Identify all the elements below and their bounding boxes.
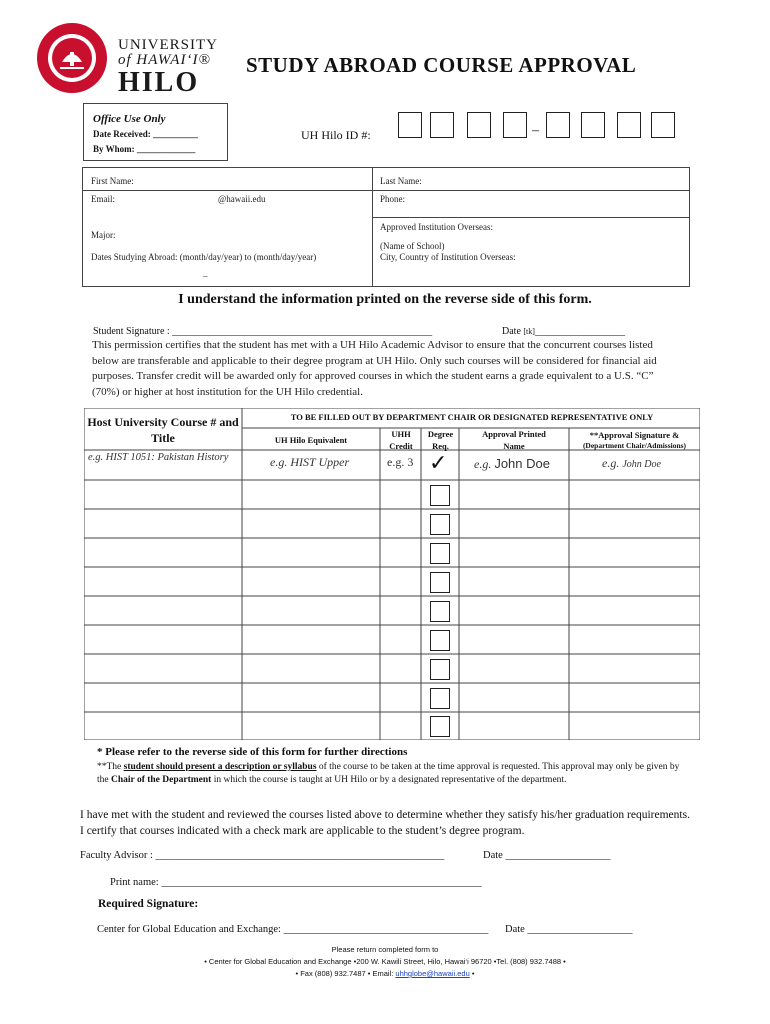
email-domain: @hawaii.edu	[218, 194, 266, 204]
footnote-text: in which the course is taught at UH Hilo or by a designated representative of the department.	[211, 775, 567, 785]
student-info-table	[82, 167, 690, 287]
degree-req-checkbox[interactable]	[430, 630, 450, 651]
university-line3: HILO	[118, 67, 200, 98]
first-name-field[interactable]: First Name:	[91, 176, 134, 186]
return-line3	[0, 969, 770, 978]
cge-signature-field[interactable]: Center for Global Education and Exchange: _______________________________________	[97, 924, 489, 935]
faculty-advisor-field[interactable]: Faculty Advisor : _______________________________________________________	[80, 850, 445, 861]
print-name-field[interactable]: Print name: _____________________________________________________________	[110, 877, 482, 888]
understand-statement: I understand the information printed on the reverse side of this form.	[178, 292, 592, 307]
degree-req-checkbox[interactable]	[430, 716, 450, 737]
uh-id-digit-box[interactable]	[398, 112, 422, 138]
office-use-heading: Office Use Only	[93, 113, 166, 125]
divider	[372, 217, 689, 218]
printed-name-header: Approval Printed Name	[482, 429, 546, 451]
cge-date-field[interactable]: Date ____________________	[505, 924, 633, 935]
university-wordmark	[118, 38, 218, 98]
uh-id-separator: –	[532, 123, 539, 138]
course-table	[84, 408, 700, 740]
uh-id-label: UH Hilo ID #:	[301, 128, 371, 142]
approved-institution-field[interactable]: Approved Institution Overseas:	[380, 222, 493, 232]
degree-req-checkbox[interactable]	[430, 659, 450, 680]
faculty-date-field[interactable]: Date ____________________	[483, 850, 611, 861]
example-printed-value: John Doe	[494, 456, 550, 471]
divider	[83, 190, 689, 191]
phone-field[interactable]: Phone:	[380, 194, 406, 204]
example-equivalent: e.g. HIST Upper	[270, 455, 350, 469]
uhh-credit-header: UHH Credit	[389, 429, 413, 451]
example-host-course: e.g. HIST 1051: Pakistan History	[88, 452, 229, 463]
email-field[interactable]: Email:	[91, 194, 115, 204]
uh-id-digit-box[interactable]	[503, 112, 527, 138]
return-line2: • Center for Global Education and Exchange •200 W. Kawili Street, Hilo, Hawai‘i 96720 •Tel. (808) 932.7488 •	[204, 957, 566, 966]
email-link[interactable]: uhhglobe@hawaii.edu	[395, 969, 470, 978]
reverse-side-note: * Please refer to the reverse side of this form for further directions	[97, 746, 408, 758]
example-credit: e.g. 3	[387, 455, 414, 469]
footnote-emphasis: Chair of the Department	[110, 775, 212, 785]
last-name-field[interactable]: Last Name:	[380, 176, 422, 186]
footnote-text: **The	[97, 762, 124, 772]
degree-req-checkbox[interactable]	[430, 572, 450, 593]
uh-id-digit-box[interactable]	[651, 112, 675, 138]
uh-id-digit-box[interactable]	[546, 112, 570, 138]
divider	[372, 168, 373, 286]
student-date-field[interactable]	[502, 326, 625, 337]
dates-separator: –	[203, 271, 208, 281]
approval-footnote	[97, 761, 687, 787]
major-field[interactable]: Major:	[91, 230, 116, 240]
city-country-field[interactable]: City, Country of Institution Overseas:	[380, 252, 516, 262]
degree-req-header: Degree Req.	[427, 429, 454, 451]
degree-req-checkbox[interactable]	[430, 485, 450, 506]
checkmark-icon: ✓	[429, 450, 448, 475]
degree-req-checkbox[interactable]	[430, 601, 450, 622]
degree-req-checkbox[interactable]	[430, 514, 450, 535]
university-line2: of HAWAI‘I®	[118, 52, 211, 68]
approval-signature-subheader: (Department Chair/Admissions)	[582, 441, 687, 450]
dept-only-header: TO BE FILLED OUT BY DEPARTMENT CHAIR OR DESIGNATED REPRESENTATIVE ONLY	[290, 412, 654, 422]
dates-abroad-field[interactable]: Dates Studying Abroad: (month/day/year) to (month/day/year)	[91, 252, 317, 262]
uh-id-digit-box[interactable]	[430, 112, 454, 138]
footnote-emphasis: student should present a description or syllabus	[123, 762, 317, 772]
uh-equivalent-header: UH Hilo Equivalent	[274, 435, 348, 445]
office-use-box	[83, 103, 228, 161]
footnote-text: of the course to be taken at the time approval is requested. This approval may only be given by the	[97, 762, 680, 785]
uh-id-digit-box[interactable]	[617, 112, 641, 138]
university-line1: UNIVERSITY	[118, 37, 218, 53]
return-fax: • Fax (808) 932.7487 • Email:	[295, 969, 396, 978]
form-title: STUDY ABROAD COURSE APPROVAL	[246, 53, 637, 77]
date-received-field[interactable]: Date Received: __________	[93, 129, 198, 139]
example-printed-prefix: e.g.	[474, 457, 492, 471]
student-signature-field[interactable]: Student Signature : ____________________________________________________	[93, 326, 433, 337]
degree-req-checkbox[interactable]	[430, 543, 450, 564]
university-seal	[36, 22, 108, 94]
example-signature	[602, 456, 661, 471]
date-line: __________________	[534, 326, 625, 337]
approval-signature-header: **Approval Signature &	[589, 430, 680, 440]
name-of-school-label: (Name of School)	[380, 241, 445, 251]
by-whom-field[interactable]: By Whom: _____________	[93, 144, 196, 154]
example-signature-prefix: e.g.	[602, 456, 620, 470]
required-signature-heading: Required Signature:	[98, 898, 199, 910]
return-line1: Please return completed form to	[331, 945, 439, 954]
uh-id-digit-box[interactable]	[467, 112, 491, 138]
host-course-header: Host University Course # and Title	[87, 415, 239, 445]
degree-req-checkbox[interactable]	[430, 688, 450, 709]
certification-text: I have met with the student and reviewed the courses listed above to determine whether they satisfy his/her graduation requirements. I certify that courses indicated with a check mark are applicable to the student’s degree program.	[80, 809, 690, 837]
permission-text: This permission certifies that the student has met with a UH Hilo Academic Advisor to ensure that the concurrent courses listed below are transferable and applicable to their degree program at UH Hilo. Only such courses will be considered for financial aid purposes. Transfer credit will be awarded only for approved courses in which the student earns a grade equivalent to a U.S. “C” (70%) or higher at host institution for the UH Hilo credential.	[92, 339, 657, 398]
example-printed-name	[474, 456, 550, 472]
date-fill: [tk]	[523, 327, 535, 336]
return-end: •	[469, 969, 475, 978]
date-label: Date	[502, 326, 521, 337]
example-signature-value: John Doe	[622, 459, 661, 470]
uh-id-digit-box[interactable]	[581, 112, 605, 138]
